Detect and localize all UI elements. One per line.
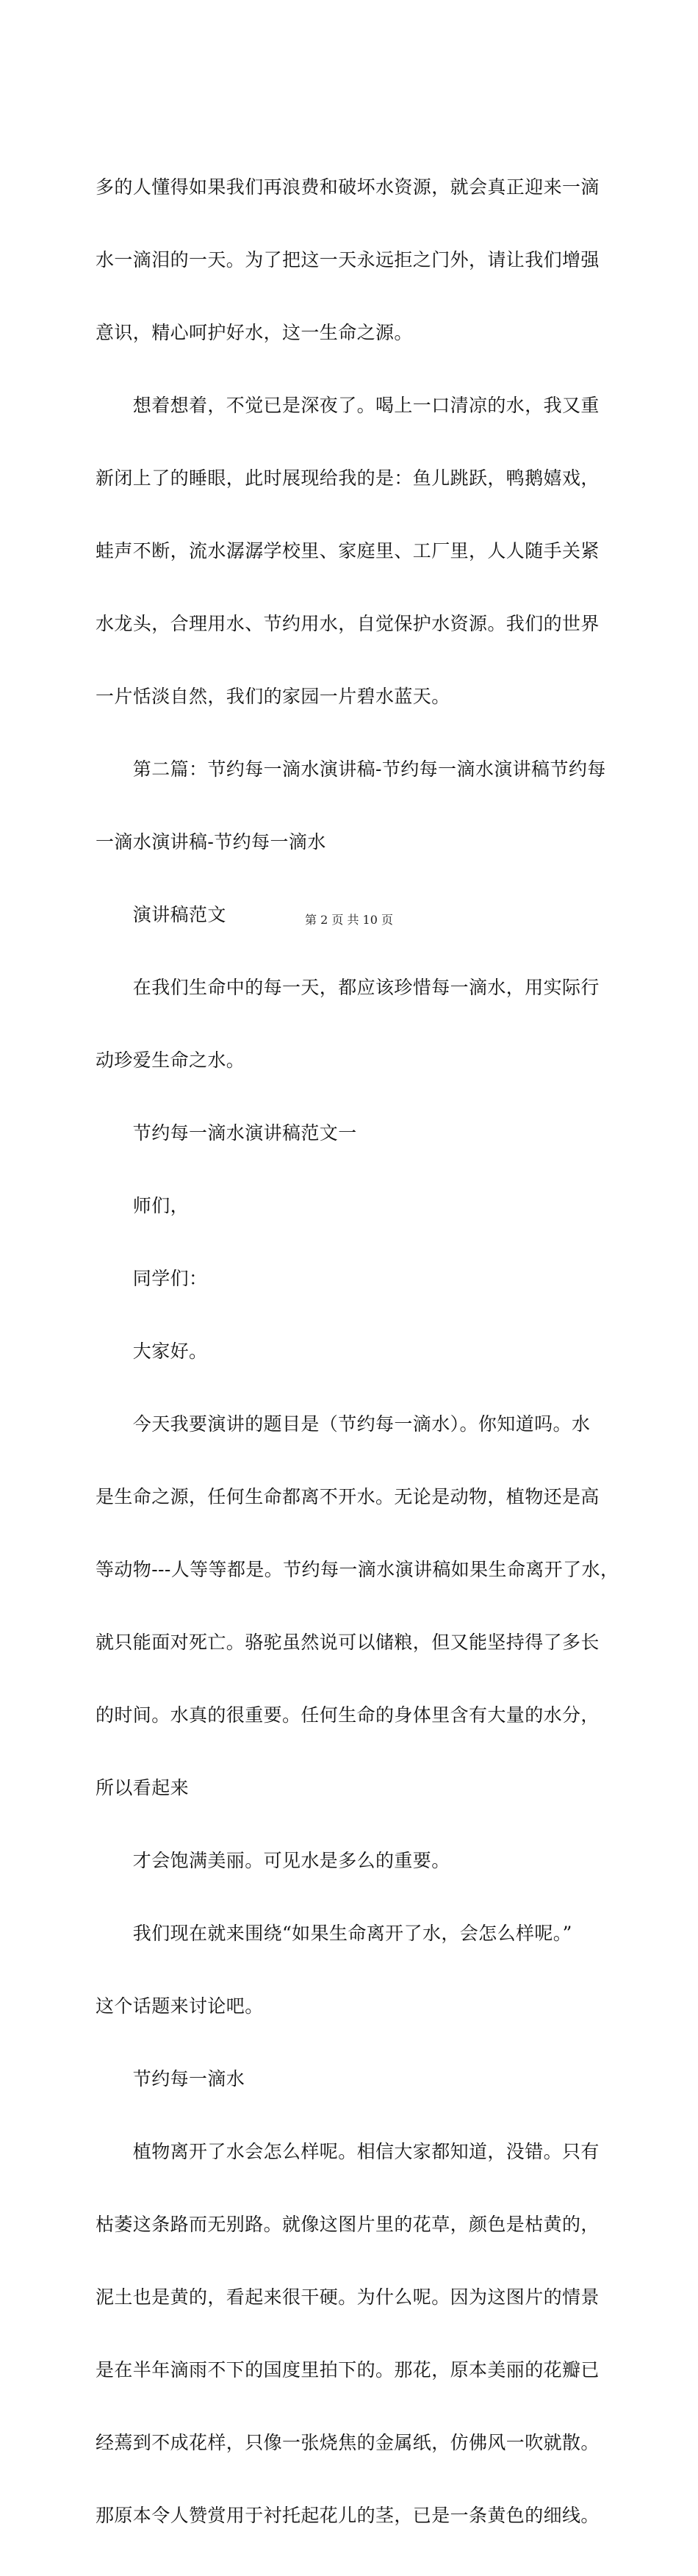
text-line: 的时间。水真的很重要。任何生命的身体里含有大量的水分， xyxy=(96,1704,600,1726)
text-line: 枯萎这条路而无别路。就像这图片里的花草，颜色是枯黄的， xyxy=(96,2214,600,2235)
text-line: 意识，精心呵护好水，这一生命之源。 xyxy=(96,322,413,343)
text-line: 是在半年滴雨不下的国度里拍下的。那花，原本美丽的花瓣已 xyxy=(96,2359,600,2381)
text-line: 才会饱满美丽。可见水是多么的重要。 xyxy=(96,1850,450,1871)
text-line: 演讲稿范文 xyxy=(96,904,226,925)
text-line: 多的人懂得如果我们再浪费和破坏水资源，就会真正迎来一滴 xyxy=(96,176,600,198)
text-line: 一片恬淡自然，我们的家园一片碧水蓝天。 xyxy=(96,686,450,707)
text-line: 蛙声不断，流水潺潺学校里、家庭里、工厂里，人人随手关紧 xyxy=(96,540,600,562)
text-line: 我们现在就来围绕“如果生命离开了水，会怎么样呢。” xyxy=(96,1923,572,1944)
text-line: 是生命之源，任何生命都离不开水。无论是动物，植物还是高 xyxy=(96,1486,600,1507)
text-line: 水一滴泪的一天。为了把这一天永远拒之门外，请让我们增强 xyxy=(96,249,600,270)
text-line: 在我们生命中的每一天，都应该珍惜每一滴水，用实际行 xyxy=(96,977,600,998)
text-line: 节约每一滴水 xyxy=(96,2068,245,2089)
text-line: 动珍爱生命之水。 xyxy=(96,1050,245,1071)
text-line: 植物离开了水会怎么样呢。相信大家都知道，没错。只有 xyxy=(96,2141,600,2162)
text-line: 大家好。 xyxy=(96,1341,208,1362)
section-heading-line: 第二篇：节约每一滴水演讲稿-节约每一滴水演讲稿节约每 xyxy=(96,758,606,780)
text-line: 水龙头，合理用水、节约用水，自觉保护水资源。我们的世界 xyxy=(96,613,600,634)
text-line: 想着想着，不觉已是深夜了。喝上一口清凉的水，我又重 xyxy=(96,395,600,416)
text-line: 师们， xyxy=(96,1195,190,1216)
text-line: 节约每一滴水演讲稿范文一 xyxy=(96,1122,357,1144)
text-line: 就只能面对死亡。骆驼虽然说可以储粮，但又能坚持得了多长 xyxy=(96,1632,600,1653)
text-line: 泥土也是黄的，看起来很干硬。为什么呢。因为这图片的情景 xyxy=(96,2286,600,2308)
text-line: 新闭上了的睡眼，此时展现给我的是：鱼儿跳跃，鸭鹅嬉戏， xyxy=(96,467,600,489)
text-line: 今天我要演讲的题目是（节约每一滴水）。你知道吗。水 xyxy=(96,1413,591,1435)
body-text xyxy=(96,126,619,2576)
page-number-footer: 第 2 页 共 10 页 xyxy=(305,913,393,927)
text-lines xyxy=(96,126,619,2576)
text-line: 这个话题来讨论吧。 xyxy=(96,1995,264,2017)
section-heading-line: 一滴水演讲稿-节约每一滴水 xyxy=(96,831,326,853)
text-line: 那原本令人赞赏用于衬托起花儿的茎，已是一条黄色的细线。 xyxy=(96,2505,600,2526)
text-line: 等动物---人等等都是。节约每一滴水演讲稿如果生命离开了水， xyxy=(96,1559,619,1580)
text-line: 所以看起来 xyxy=(96,1777,190,1798)
text-line: 经蔫到不成花样，只像一张烧焦的金属纸，仿佛风一吹就散。 xyxy=(96,2432,600,2453)
text-line: 同学们： xyxy=(96,1268,208,1289)
